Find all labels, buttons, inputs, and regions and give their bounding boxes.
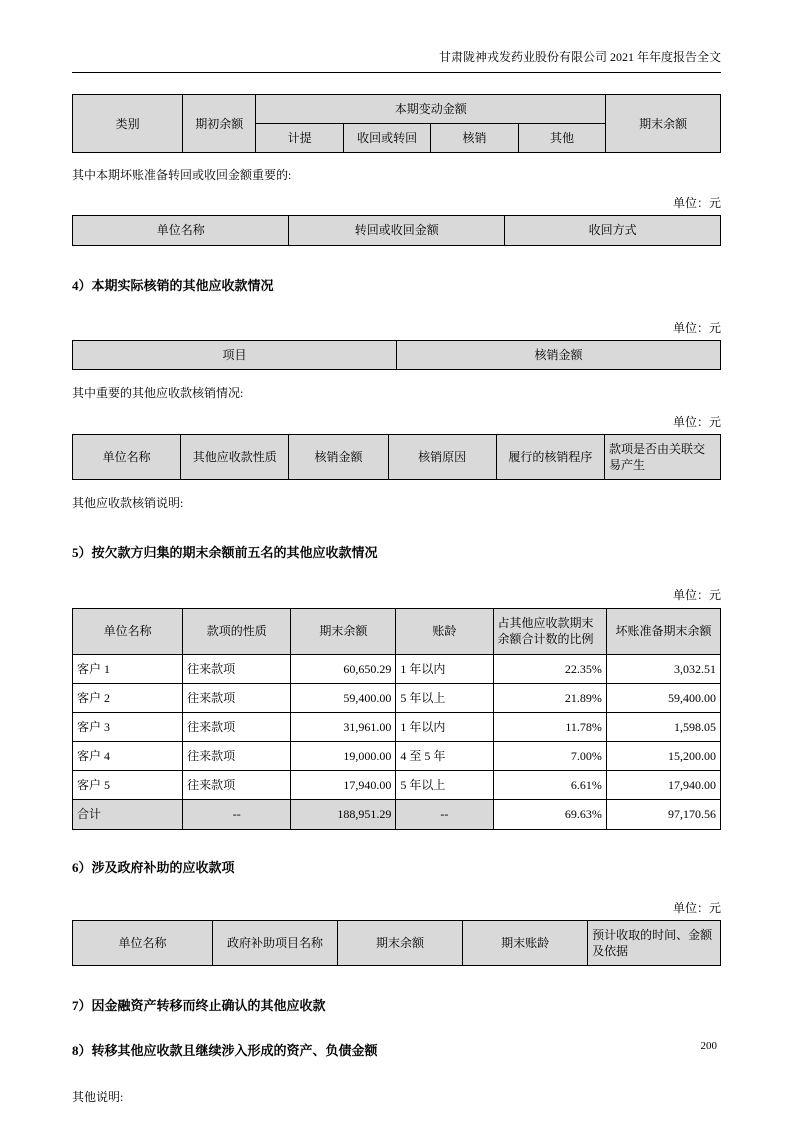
unit-label: 单位：元 xyxy=(672,414,721,429)
section-6-heading: 6）涉及政府补助的应收款项 xyxy=(72,859,235,875)
page-number: 200 xyxy=(700,1040,717,1052)
recovery-table xyxy=(72,215,721,245)
table-cell: 客户 3 xyxy=(73,712,183,741)
note-writeoff: 其他应收款核销说明: xyxy=(72,496,184,511)
table-row xyxy=(73,771,721,800)
table-header-row xyxy=(73,216,721,245)
writeoff-amount-table xyxy=(72,340,721,370)
col-writeoff-procedure: 履行的核销程序 xyxy=(496,434,604,479)
col-entity-name: 单位名称 xyxy=(73,216,289,245)
table-row xyxy=(73,712,721,741)
table-cell: -- xyxy=(396,800,493,829)
section-8-heading: 8）转移其他应收款且继续涉入形成的资产、负债金额 xyxy=(72,1043,378,1058)
table-cell: 客户 4 xyxy=(73,742,183,771)
table-cell: 19,000.00 xyxy=(291,742,396,771)
table-cell: 3,032.51 xyxy=(606,654,720,683)
table-cell: 客户 1 xyxy=(73,654,183,683)
table-cell: 69.63% xyxy=(493,800,606,829)
table-cell: 往来款项 xyxy=(183,712,291,741)
gov-subsidy-table xyxy=(72,920,721,966)
table-cell: 11.78% xyxy=(493,712,606,741)
col-category: 类别 xyxy=(73,95,183,153)
section-4-heading: 4）本期实际核销的其他应收款情况 xyxy=(72,277,274,293)
col-recovered-amount: 转回或收回金额 xyxy=(289,216,505,245)
unit-label: 单位：元 xyxy=(672,588,721,603)
table-cell: 60,650.29 xyxy=(291,654,396,683)
subcol-accrual: 计提 xyxy=(256,124,343,153)
col-related-party: 款项是否由关联交易产生 xyxy=(604,434,720,479)
col-closing-balance: 期末余额 xyxy=(338,920,463,965)
table-cell: 15,200.00 xyxy=(606,742,720,771)
col-group-period-change: 本期变动金额 xyxy=(256,95,606,124)
table-header-row xyxy=(73,920,721,965)
table-cell: 31,961.00 xyxy=(291,712,396,741)
table-header-row xyxy=(73,340,721,369)
table-cell: 188,951.29 xyxy=(291,800,396,829)
unit-label: 单位：元 xyxy=(672,196,721,211)
table-cell: 97,170.56 xyxy=(606,800,720,829)
col-nature: 款项的性质 xyxy=(183,609,291,654)
col-item: 项目 xyxy=(73,340,397,369)
table-cell: -- xyxy=(183,800,291,829)
note-important-writeoff: 其中重要的其他应收款核销情况: xyxy=(72,385,244,400)
table-row xyxy=(73,683,721,712)
top5-receivables-table xyxy=(72,608,721,830)
col-subsidy-project: 政府补助项目名称 xyxy=(212,920,337,965)
col-receivable-nature: 其他应收款性质 xyxy=(181,434,289,479)
col-entity-name: 单位名称 xyxy=(73,920,213,965)
table-cell: 17,940.00 xyxy=(291,771,396,800)
table-cell: 21.89% xyxy=(493,683,606,712)
col-expected-collection: 预计收取的时间、金额及依据 xyxy=(588,920,721,965)
col-closing-aging: 期末账龄 xyxy=(463,920,588,965)
col-closing-balance: 期末余额 xyxy=(606,95,721,153)
note-other: 其他说明: xyxy=(72,1090,124,1104)
col-writeoff-reason: 核销原因 xyxy=(388,434,496,479)
table-cell: 5 年以上 xyxy=(396,771,493,800)
col-closing-balance: 期末余额 xyxy=(291,609,396,654)
document-header xyxy=(72,48,721,73)
table-header-row xyxy=(73,95,721,124)
table-cell: 往来款项 xyxy=(183,654,291,683)
table-row xyxy=(73,742,721,771)
unit-label: 单位：元 xyxy=(672,900,721,915)
table-cell: 客户 2 xyxy=(73,683,183,712)
subcol-other: 其他 xyxy=(518,124,605,153)
col-entity-name: 单位名称 xyxy=(73,434,181,479)
document-title: 甘肃陇神戎发药业股份有限公司 2021 年年度报告全文 xyxy=(438,50,721,64)
table-cell: 59,400.00 xyxy=(606,683,720,712)
table-cell: 5 年以上 xyxy=(396,683,493,712)
table-total-row xyxy=(73,800,721,829)
table-cell: 1,598.05 xyxy=(606,712,720,741)
writeoff-detail-table xyxy=(72,434,721,480)
page-content xyxy=(72,48,721,1105)
provision-change-table xyxy=(72,94,721,153)
table-cell: 往来款项 xyxy=(183,742,291,771)
table-cell: 59,400.00 xyxy=(291,683,396,712)
col-writeoff-amount: 核销金额 xyxy=(289,434,388,479)
table-cell: 合计 xyxy=(73,800,183,829)
subcol-recovery-reversal: 收回或转回 xyxy=(343,124,430,153)
col-recovery-method: 收回方式 xyxy=(505,216,721,245)
col-entity-name: 单位名称 xyxy=(73,609,183,654)
table-cell: 17,940.00 xyxy=(606,771,720,800)
table-cell: 往来款项 xyxy=(183,683,291,712)
table-header-row xyxy=(73,609,721,654)
subcol-writeoff: 核销 xyxy=(431,124,518,153)
table-cell: 22.35% xyxy=(493,654,606,683)
table-row xyxy=(73,654,721,683)
col-aging: 账龄 xyxy=(396,609,493,654)
section-7-heading: 7）因金融资产转移而终止确认的其他应收款 xyxy=(72,998,326,1013)
table-cell: 7.00% xyxy=(493,742,606,771)
table-cell: 客户 5 xyxy=(73,771,183,800)
table-cell: 1 年以内 xyxy=(396,712,493,741)
table-header-row xyxy=(73,434,721,479)
table-cell: 4 至 5 年 xyxy=(396,742,493,771)
col-baddebt-closing: 坏账准备期末余额 xyxy=(606,609,720,654)
col-ratio: 占其他应收款期末余额合计数的比例 xyxy=(493,609,606,654)
table-cell: 往来款项 xyxy=(183,771,291,800)
note-important-recovery: 其中本期坏账准备转回或收回金额重要的: xyxy=(72,168,292,183)
table-cell: 1 年以内 xyxy=(396,654,493,683)
section-5-heading: 5）按欠款方归集的期末余额前五名的其他应收款情况 xyxy=(72,545,378,561)
unit-label: 单位：元 xyxy=(672,320,721,335)
table-cell: 6.61% xyxy=(493,771,606,800)
col-opening-balance: 期初余额 xyxy=(183,95,256,153)
col-writeoff-amount: 核销金额 xyxy=(397,340,721,369)
